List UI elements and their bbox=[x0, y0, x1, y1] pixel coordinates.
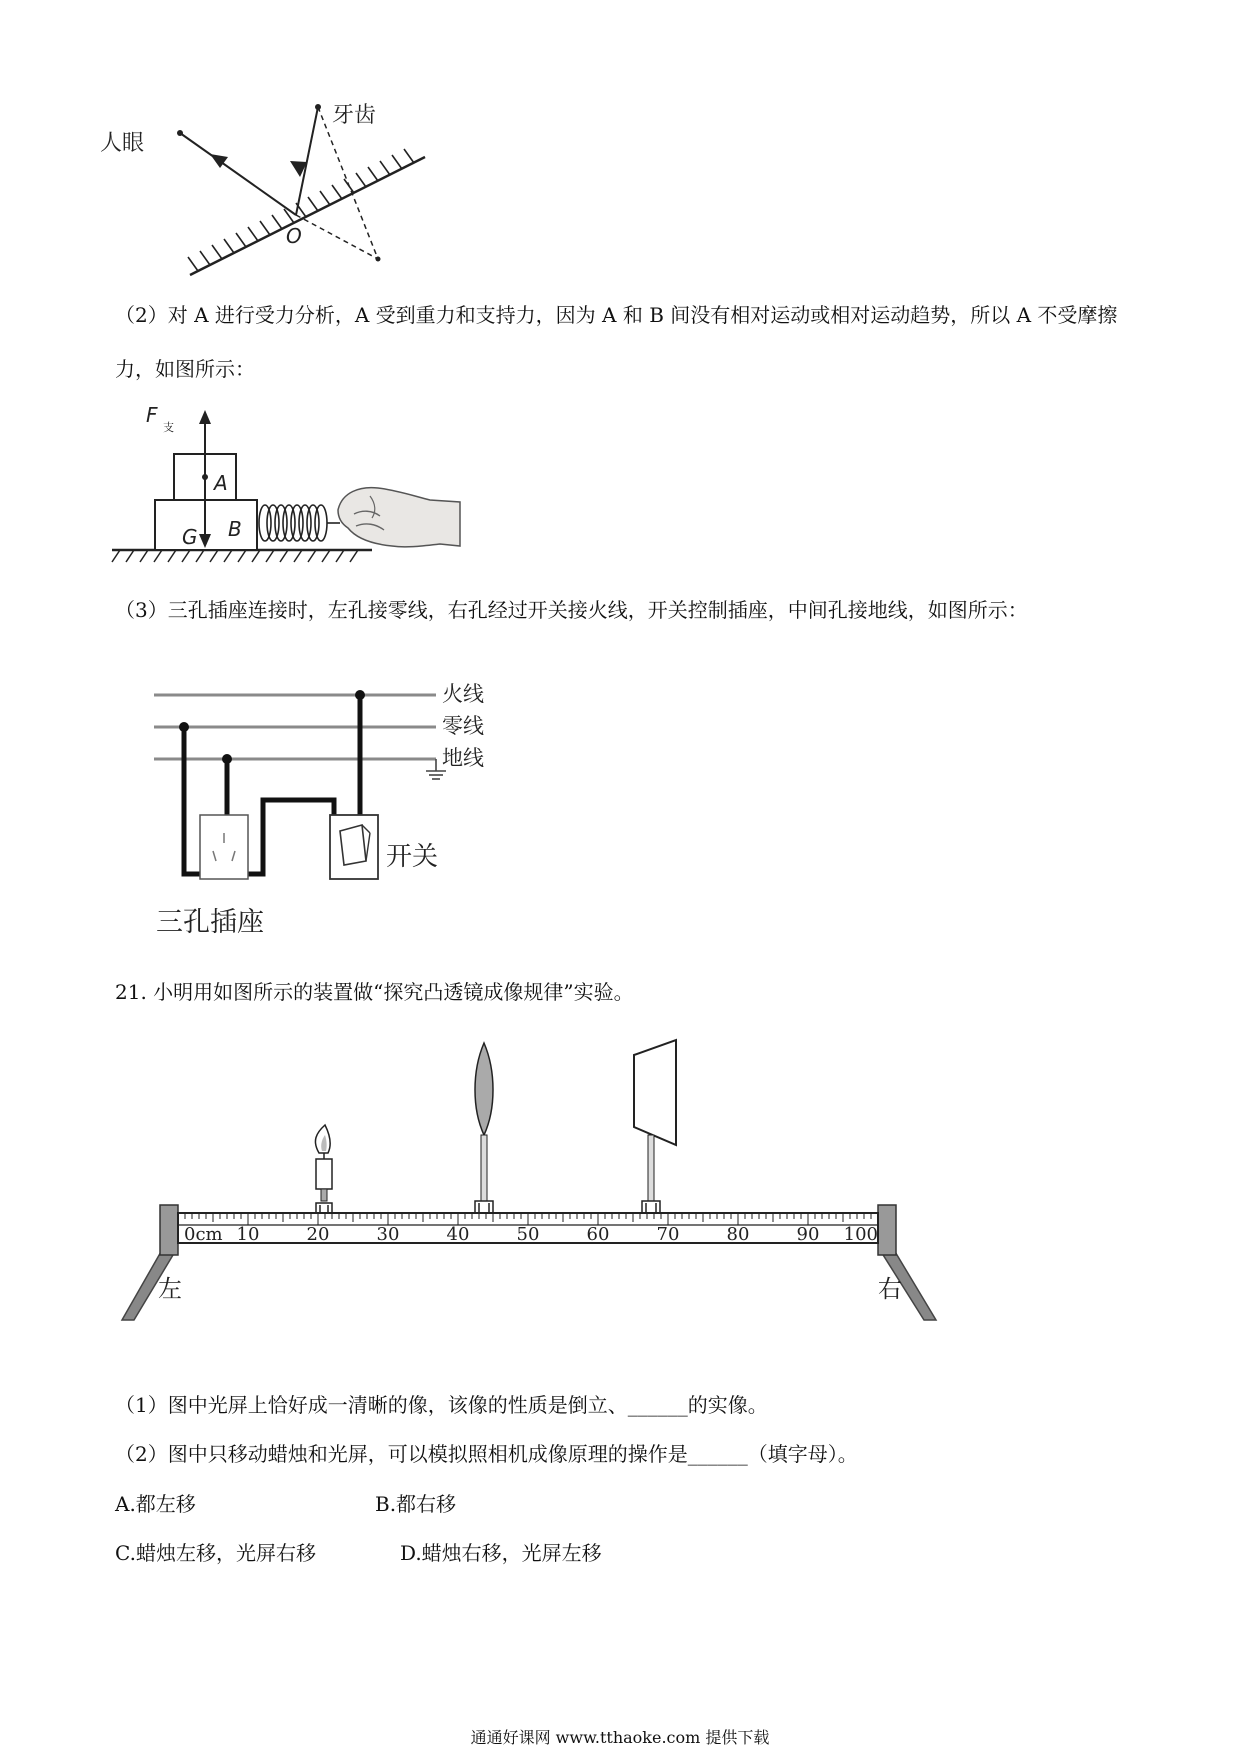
q21-stem: 21. 小明用如图所示的装置做“探究凸透镜成像规律”实验。 bbox=[115, 980, 634, 1004]
force-f-label: F bbox=[146, 403, 158, 427]
ruler-tick-label: 40 bbox=[446, 1224, 470, 1245]
block-b-label: B bbox=[228, 517, 242, 541]
right-label: 右 bbox=[878, 1275, 902, 1303]
candle bbox=[315, 1125, 332, 1213]
force-diagram-figure bbox=[110, 400, 470, 572]
force-f-subscript: 支 bbox=[163, 421, 174, 434]
option-a: A.都左移 bbox=[115, 1492, 196, 1516]
q3-text-block bbox=[115, 583, 1125, 637]
q3-text: （3）三孔插座连接时，左孔接零线，右孔经过开关接火线，开关控制插座，中间孔接地线，如图所示： bbox=[115, 598, 1028, 622]
ruler-tick-label: 80 bbox=[726, 1224, 750, 1245]
socket-box bbox=[200, 815, 248, 879]
q21-sub1: （1）图中光屏上恰好成一清晰的像，该像的性质是倒立、______的实像。 bbox=[115, 1393, 768, 1417]
ruler-tick-label: 10 bbox=[236, 1224, 260, 1245]
live-wire-label: 火线 bbox=[442, 682, 484, 706]
eye-label: 人眼 bbox=[100, 131, 145, 156]
left-label: 左 bbox=[158, 1275, 182, 1303]
gravity-g-label: G bbox=[182, 525, 198, 549]
optical-bench-figure bbox=[120, 1035, 940, 1325]
ruler-tick-label: 0cm bbox=[184, 1224, 223, 1245]
ground-wire-label: 地线 bbox=[442, 746, 484, 770]
ruler-tick-label: 20 bbox=[306, 1224, 330, 1245]
ruler-tick-label: 90 bbox=[796, 1224, 820, 1245]
q2-text-block bbox=[115, 288, 1125, 396]
tooth-label: 牙齿 bbox=[332, 103, 377, 128]
ruler-tick-label: 70 bbox=[656, 1224, 680, 1245]
q2-text: （2）对 A 进行受力分析，A 受到重力和支持力，因为 A 和 B 间没有相对运动或相对运动趋势，所以 A 不受摩擦力，如图所示： bbox=[115, 303, 1118, 381]
light-screen bbox=[634, 1040, 676, 1213]
option-b: B.都右移 bbox=[375, 1492, 457, 1516]
circuit-figure bbox=[140, 665, 500, 950]
point-o-label: O bbox=[286, 224, 302, 248]
convex-lens bbox=[475, 1043, 493, 1213]
ruler-tick-label: 50 bbox=[516, 1224, 540, 1245]
socket-label: 三孔插座 bbox=[156, 907, 264, 938]
option-c: C.蜡烛左移，光屏右移 bbox=[115, 1541, 316, 1565]
switch-label: 开关 bbox=[386, 842, 439, 872]
q21-stem-block bbox=[115, 965, 1125, 1019]
mirror-reflection-figure bbox=[100, 95, 440, 280]
q21-sub2: （2）图中只移动蜡烛和光屏，可以模拟照相机成像原理的操作是______（填字母）。 bbox=[115, 1442, 858, 1466]
block-a-label: A bbox=[214, 471, 228, 495]
ruler-tick-label: 100 bbox=[843, 1224, 878, 1245]
spring bbox=[259, 505, 340, 541]
ruler-tick-label: 30 bbox=[376, 1224, 400, 1245]
ruler-tick-label: 60 bbox=[586, 1224, 610, 1245]
option-d: D.蜡烛右移，光屏左移 bbox=[400, 1541, 602, 1565]
hand-icon bbox=[338, 488, 460, 547]
neutral-wire-label: 零线 bbox=[442, 714, 484, 738]
footer-text: 通通好课网 www.tthaoke.com 提供下载 bbox=[470, 1728, 770, 1747]
